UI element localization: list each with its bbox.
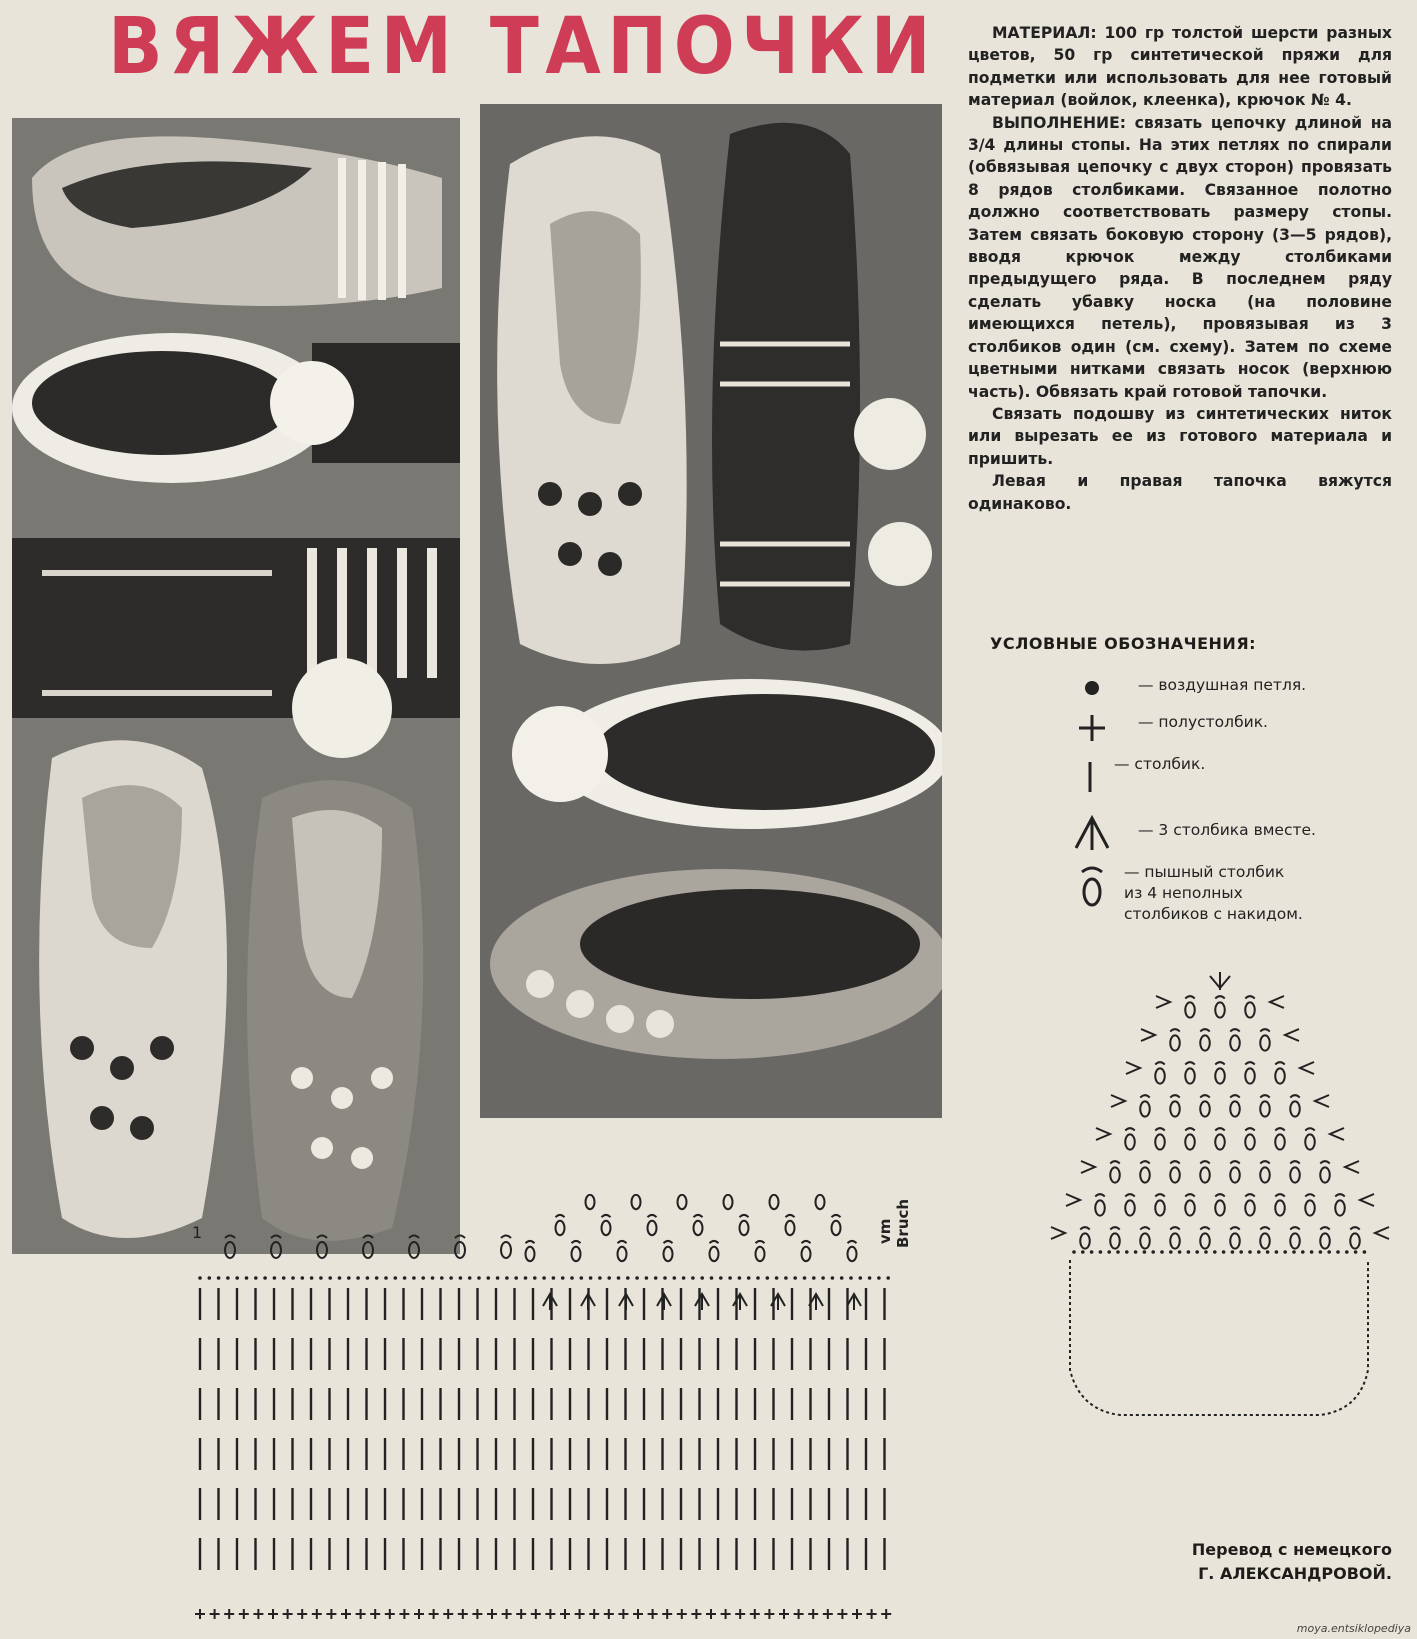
chain-dot xyxy=(1345,1250,1349,1254)
puff-stitch xyxy=(694,1215,703,1235)
legend-text-puff-line3: столбиков с накидом. xyxy=(1124,905,1303,923)
puff-stitch xyxy=(1125,1194,1135,1215)
chain-dot xyxy=(654,1276,658,1280)
single-crochet-plus xyxy=(399,1609,409,1619)
single-crochet-plus xyxy=(195,1609,205,1619)
chain-dot xyxy=(347,1276,351,1280)
chain-dot xyxy=(1336,1250,1340,1254)
single-crochet-plus xyxy=(823,1609,833,1619)
puff-stitch xyxy=(1170,1095,1180,1116)
chain-dot xyxy=(1354,1250,1358,1254)
chain-dot xyxy=(803,1276,807,1280)
puff-stitch xyxy=(832,1215,841,1235)
chain-dot xyxy=(1310,1250,1314,1254)
chain-dot xyxy=(775,1276,779,1280)
chain-dot xyxy=(840,1276,844,1280)
puff-stitch xyxy=(802,1241,811,1261)
single-crochet-plus xyxy=(356,1609,366,1619)
decrease-arrow xyxy=(1375,1227,1389,1239)
chain-dot xyxy=(273,1276,277,1280)
chain-dot xyxy=(645,1276,649,1280)
chain-dot xyxy=(868,1276,872,1280)
chain-dot xyxy=(542,1276,546,1280)
puff-stitch xyxy=(1230,1095,1240,1116)
chain-dot xyxy=(254,1276,258,1280)
chain-dot xyxy=(1292,1250,1296,1254)
single-crochet-plus xyxy=(794,1609,804,1619)
chain-dot xyxy=(328,1276,332,1280)
chain-dot xyxy=(1248,1250,1252,1254)
chain-dot xyxy=(1160,1250,1164,1254)
single-crochet-plus xyxy=(633,1609,643,1619)
puff-stitch xyxy=(1230,1227,1240,1248)
legend-text-double: — столбик. xyxy=(1114,755,1206,773)
single-crochet-plus xyxy=(837,1609,847,1619)
single-crochet-plus xyxy=(458,1609,468,1619)
puff-stitch xyxy=(1185,1194,1195,1215)
three-together-mark xyxy=(619,1294,633,1310)
chain-dot xyxy=(793,1276,797,1280)
chain-dot xyxy=(747,1276,751,1280)
chain-dot xyxy=(384,1276,388,1280)
chain-dot xyxy=(766,1276,770,1280)
chain-dot xyxy=(375,1276,379,1280)
chain-dot xyxy=(421,1276,425,1280)
chain-dot xyxy=(310,1276,314,1280)
puff-stitch xyxy=(1080,1227,1090,1248)
legend-text-chain: — воздушная петля. xyxy=(1138,676,1307,694)
material-paragraph: МАТЕРИАЛ: 100 гр толстой шерсти разных цветов, 50 гр синтетической пряжи для подметки или использовать для нее готовый материал (войлок, клеенка), крючок № 4. xyxy=(968,24,1392,110)
puff-stitch xyxy=(501,1236,511,1259)
single-crochet-plus xyxy=(706,1609,716,1619)
single-crochet-plus xyxy=(341,1609,351,1619)
puff-stitch xyxy=(363,1236,373,1259)
single-crochet-plus xyxy=(253,1609,263,1619)
puff-stitch xyxy=(1110,1227,1120,1248)
puff-stitch xyxy=(1155,1194,1165,1215)
note-paragraph: Левая и правая тапочка вяжутся одинаково. xyxy=(968,472,1392,513)
single-crochet-plus xyxy=(297,1609,307,1619)
chain-dot xyxy=(338,1276,342,1280)
single-crochet-plus xyxy=(560,1609,570,1619)
single-crochet-plus xyxy=(268,1609,278,1619)
chain-dot xyxy=(1151,1250,1155,1254)
chain-dot xyxy=(673,1276,677,1280)
chain-dot xyxy=(617,1276,621,1280)
puff-stitch xyxy=(1260,1161,1270,1182)
three-together-mark xyxy=(847,1294,861,1310)
chain-dot xyxy=(1319,1250,1323,1254)
single-crochet-plus xyxy=(545,1609,555,1619)
puff-stitch xyxy=(1200,1161,1210,1182)
puff-stitch xyxy=(1125,1128,1135,1149)
chain-dot xyxy=(580,1276,584,1280)
chain-dot xyxy=(886,1276,890,1280)
chain-dot xyxy=(412,1276,416,1280)
chain-dot xyxy=(1231,1250,1235,1254)
puff-stitch xyxy=(1275,1062,1285,1083)
instructions-text xyxy=(968,22,1392,515)
row-one-label: 1 xyxy=(192,1223,203,1242)
bruch-label: Bruch xyxy=(894,1198,912,1248)
chain-dot xyxy=(477,1276,481,1280)
puff-stitch xyxy=(1230,1161,1240,1182)
chain-dot xyxy=(1090,1250,1094,1254)
puff-stitch xyxy=(1245,1062,1255,1083)
toe-puff-stitches xyxy=(1080,996,1360,1248)
puff-stitch xyxy=(455,1236,465,1259)
single-crochet-plus xyxy=(867,1609,877,1619)
chain-dot xyxy=(440,1276,444,1280)
toe-chain-row xyxy=(1072,1250,1366,1254)
single-crochet-plus xyxy=(677,1609,687,1619)
slippers-photo-left xyxy=(12,118,460,1254)
puff-stitch xyxy=(724,1194,733,1209)
puff-stitch xyxy=(710,1241,719,1261)
chain-dot xyxy=(1222,1250,1226,1254)
puff-stitch xyxy=(1230,1029,1240,1050)
chain-dot xyxy=(1116,1250,1120,1254)
single-crochet-plus xyxy=(575,1609,585,1619)
chain-dot xyxy=(459,1276,463,1280)
puff-stitch xyxy=(1155,1128,1165,1149)
single-crochet-plus xyxy=(283,1609,293,1619)
puff-stitch xyxy=(586,1194,595,1209)
chain-dot xyxy=(235,1276,239,1280)
single-crochet-plus xyxy=(224,1609,234,1619)
chain-dot xyxy=(245,1276,249,1280)
chain-dot xyxy=(1213,1250,1217,1254)
chain-dot xyxy=(533,1276,537,1280)
single-crochet-plus xyxy=(750,1609,760,1619)
single-crochet-plus xyxy=(648,1609,658,1619)
single-crochet-plus xyxy=(487,1609,497,1619)
sole-paragraph: Связать подошву из синтетических ниток или вырезать ее из готового материала и пришить. xyxy=(968,404,1392,468)
puff-stitch xyxy=(618,1241,627,1261)
single-crochet-plus xyxy=(779,1609,789,1619)
puff-stitch xyxy=(1245,996,1255,1017)
chain-dot xyxy=(282,1276,286,1280)
single-crochet-plus xyxy=(312,1609,322,1619)
chain-dot xyxy=(1275,1250,1279,1254)
single-crochet-plus xyxy=(691,1609,701,1619)
toe-top-arrow xyxy=(1210,972,1230,990)
chain-dot xyxy=(598,1276,602,1280)
chain-dot xyxy=(356,1276,360,1280)
three-together-mark xyxy=(657,1294,671,1310)
legend-heading: УСЛОВНЫЕ ОБОЗНАЧЕНИЯ: xyxy=(990,634,1257,653)
chain-dot xyxy=(877,1276,881,1280)
watermark: moya.entsiklopediya xyxy=(1296,1622,1411,1635)
chain-dot xyxy=(607,1276,611,1280)
puff-stitch-icon xyxy=(1076,862,1108,910)
puff-stitch xyxy=(271,1236,281,1259)
chain-dot xyxy=(1204,1250,1208,1254)
puff-stitch xyxy=(526,1241,535,1261)
page-title: ВЯЖЕМ ТАПОЧКИ xyxy=(108,2,938,92)
single-crochet-plus xyxy=(210,1609,220,1619)
chain-dot xyxy=(635,1276,639,1280)
puff-stitch xyxy=(1185,1062,1195,1083)
puff-stitch xyxy=(1290,1227,1300,1248)
decrease-arrow xyxy=(1126,1062,1140,1074)
chain-dot xyxy=(831,1276,835,1280)
puff-stitch xyxy=(1200,1029,1210,1050)
single-crochet-plus xyxy=(589,1609,599,1619)
chain-dot xyxy=(719,1276,723,1280)
chain-dot xyxy=(1178,1250,1182,1254)
puff-stitches-group xyxy=(225,1194,861,1310)
chain-dot xyxy=(663,1276,667,1280)
chain-dot xyxy=(394,1276,398,1280)
chain-dot xyxy=(301,1276,305,1280)
decrease-arrow xyxy=(1066,1194,1080,1206)
puff-stitch xyxy=(1215,1194,1225,1215)
puff-stitch xyxy=(1245,1194,1255,1215)
chain-dot xyxy=(589,1276,593,1280)
puff-stitch xyxy=(317,1236,327,1259)
chain-dot xyxy=(1134,1250,1138,1254)
puff-stitch xyxy=(816,1194,825,1209)
decrease-arrow xyxy=(1360,1194,1374,1206)
chain-dot xyxy=(700,1276,704,1280)
slippers-photo-right xyxy=(480,104,942,1118)
decrease-arrow xyxy=(1315,1095,1329,1107)
three-together-mark xyxy=(695,1294,709,1310)
single-crochet-plus xyxy=(239,1609,249,1619)
chain-dot xyxy=(812,1276,816,1280)
chain-dot xyxy=(366,1276,370,1280)
single-crochet-plus xyxy=(429,1609,439,1619)
toe-outline xyxy=(1070,1260,1368,1415)
chain-dot xyxy=(738,1276,742,1280)
chain-dot xyxy=(487,1276,491,1280)
single-crochet-plus xyxy=(385,1609,395,1619)
puff-stitch xyxy=(602,1215,611,1235)
puff-stitch xyxy=(1275,1194,1285,1215)
chain-dot xyxy=(1195,1250,1199,1254)
puff-stitch xyxy=(1185,996,1195,1017)
puff-stitch xyxy=(225,1236,235,1259)
single-crochet-plus-icon xyxy=(1076,712,1108,744)
puff-stitch xyxy=(1185,1128,1195,1149)
puff-stitch xyxy=(678,1194,687,1209)
chain-dot xyxy=(449,1276,453,1280)
puff-stitch xyxy=(1140,1161,1150,1182)
chain-dot xyxy=(1072,1250,1076,1254)
single-crochet-plus xyxy=(735,1609,745,1619)
puff-stitch xyxy=(1155,1062,1165,1083)
puff-stitch xyxy=(1140,1095,1150,1116)
double-crochet-rows xyxy=(198,1276,890,1570)
legend-text-puff-line2: из 4 неполных xyxy=(1124,884,1243,902)
puff-stitch xyxy=(572,1241,581,1261)
chain-dot xyxy=(1257,1250,1261,1254)
chain-dot xyxy=(468,1276,472,1280)
chain-dot xyxy=(552,1276,556,1280)
legend-text-puff-line1: — пышный столбик xyxy=(1124,863,1285,881)
chain-dot xyxy=(1187,1250,1191,1254)
decrease-arrow xyxy=(1096,1128,1110,1140)
single-crochet-plus xyxy=(516,1609,526,1619)
legend-text-three: — 3 столбика вместе. xyxy=(1138,821,1316,839)
vm-label: vm xyxy=(876,1218,894,1244)
chain-dot xyxy=(1081,1250,1085,1254)
puff-stitch xyxy=(1095,1194,1105,1215)
puff-stitch xyxy=(1260,1095,1270,1116)
puff-stitch xyxy=(632,1194,641,1209)
chain-dot xyxy=(208,1276,212,1280)
decrease-arrow xyxy=(1345,1161,1359,1173)
decrease-arrow xyxy=(1111,1095,1125,1107)
chain-dot xyxy=(821,1276,825,1280)
single-crochet-plus xyxy=(604,1609,614,1619)
translation-credit xyxy=(1130,1538,1392,1586)
single-crochet-plus xyxy=(764,1609,774,1619)
puff-stitch xyxy=(740,1215,749,1235)
chain-dot xyxy=(682,1276,686,1280)
legend-text-puff xyxy=(1124,862,1303,925)
legend-text-single: — полустолбик. xyxy=(1138,713,1268,731)
single-crochet-plus xyxy=(326,1609,336,1619)
execution-paragraph: ВЫПОЛНЕНИЕ: связать цепочку длиной на 3/4 длины стопы. На этих петлях по спирали (обвязывая цепочку с двух сторон) провязать 8 рядов столбиками. Связанное полотно должно соответствовать размеру стопы. Затем связать боковую сторону (3—5 рядов), вводя крючок между столбиками предыдущего ряда. В последнем ряду сделать убавку носка (на половине имеющихся петель), провязывая из 3 столбиков один (см. схему). Затем по схеме цветными нитками связать носок (верхнюю часть). Обвязать край готовой тапочки. xyxy=(968,113,1392,401)
puff-stitch xyxy=(1140,1227,1150,1248)
chain-dot xyxy=(756,1276,760,1280)
three-together-icon xyxy=(1072,812,1112,852)
chain-dot xyxy=(1283,1250,1287,1254)
chain-dot xyxy=(198,1276,202,1280)
single-crochet-plus xyxy=(618,1609,628,1619)
puff-stitch xyxy=(770,1194,779,1209)
chain-dot xyxy=(263,1276,267,1280)
puff-stitch xyxy=(1335,1194,1345,1215)
puff-stitch xyxy=(1170,1161,1180,1182)
decrease-arrow xyxy=(1270,996,1284,1008)
chain-dot xyxy=(505,1276,509,1280)
puff-stitch xyxy=(1200,1227,1210,1248)
chain-dot xyxy=(431,1276,435,1280)
puff-stitch xyxy=(1200,1095,1210,1116)
crochet-chart-sole xyxy=(190,1194,930,1626)
puff-stitch xyxy=(1290,1161,1300,1182)
chain-dot xyxy=(496,1276,500,1280)
puff-stitch xyxy=(664,1241,673,1261)
puff-stitch xyxy=(1215,1128,1225,1149)
puff-stitch xyxy=(848,1241,857,1261)
chain-dot xyxy=(524,1276,528,1280)
puff-stitch xyxy=(786,1215,795,1235)
chain-dot xyxy=(226,1276,230,1280)
puff-stitch xyxy=(1320,1227,1330,1248)
single-crochet-plus xyxy=(881,1609,891,1619)
chain-dot xyxy=(859,1276,863,1280)
puff-stitch xyxy=(648,1215,657,1235)
three-together-mark xyxy=(543,1294,557,1310)
puff-stitch xyxy=(1320,1161,1330,1182)
decrease-arrow xyxy=(1285,1029,1299,1041)
single-crochet-plus xyxy=(808,1609,818,1619)
chain-dot xyxy=(291,1276,295,1280)
puff-stitch xyxy=(1305,1194,1315,1215)
single-crochet-plus xyxy=(721,1609,731,1619)
chain-dot xyxy=(403,1276,407,1280)
decrease-arrow xyxy=(1051,1227,1065,1239)
decrease-arrow xyxy=(1330,1128,1344,1140)
single-crochet-plus xyxy=(852,1609,862,1619)
chain-dot xyxy=(217,1276,221,1280)
puff-stitch xyxy=(409,1236,419,1259)
single-crochet-plus xyxy=(502,1609,512,1619)
chain-dot xyxy=(1327,1250,1331,1254)
chain-dot xyxy=(319,1276,323,1280)
double-crochet-bar-icon xyxy=(1078,756,1102,796)
single-crochet-plus xyxy=(531,1609,541,1619)
puff-stitch xyxy=(1215,996,1225,1017)
chain-dot xyxy=(1099,1250,1103,1254)
single-crochet-plus xyxy=(370,1609,380,1619)
puff-stitch xyxy=(1215,1062,1225,1083)
chain-stitch-dot-icon xyxy=(1080,676,1104,700)
puff-stitch xyxy=(1260,1227,1270,1248)
chain-dot xyxy=(570,1276,574,1280)
puff-stitch xyxy=(1245,1128,1255,1149)
crochet-chart-toe xyxy=(1050,970,1390,1430)
puff-stitch xyxy=(1305,1128,1315,1149)
chain-dot xyxy=(1363,1250,1367,1254)
puff-stitch xyxy=(1275,1128,1285,1149)
chain-dot xyxy=(1169,1250,1173,1254)
chain-dot xyxy=(514,1276,518,1280)
puff-stitch xyxy=(1110,1161,1120,1182)
decrease-arrow xyxy=(1141,1029,1155,1041)
toe-decrease-marks xyxy=(1051,972,1389,1239)
credit-line1: Перевод с немецкого xyxy=(1191,1540,1392,1559)
chain-dot xyxy=(691,1276,695,1280)
credit-line2: Г. АЛЕКСАНДРОВОЙ. xyxy=(1198,1564,1392,1583)
chain-dot xyxy=(1125,1250,1129,1254)
chain-dot xyxy=(784,1276,788,1280)
puff-stitch xyxy=(1290,1095,1300,1116)
chain-dot xyxy=(1239,1250,1243,1254)
puff-stitch xyxy=(1170,1227,1180,1248)
chain-dot xyxy=(1107,1250,1111,1254)
chain-dot xyxy=(561,1276,565,1280)
chain-dot xyxy=(849,1276,853,1280)
chain-dot xyxy=(1301,1250,1305,1254)
puff-stitch xyxy=(556,1215,565,1235)
decrease-arrow xyxy=(1300,1062,1314,1074)
decrease-arrow xyxy=(1156,996,1170,1008)
three-together-mark xyxy=(581,1294,595,1310)
single-crochet-base-row xyxy=(195,1609,891,1619)
chain-dot xyxy=(710,1276,714,1280)
puff-stitch xyxy=(1260,1029,1270,1050)
puff-stitch xyxy=(1350,1227,1360,1248)
single-crochet-plus xyxy=(472,1609,482,1619)
puff-stitch xyxy=(1170,1029,1180,1050)
single-crochet-plus xyxy=(443,1609,453,1619)
chain-dot xyxy=(1266,1250,1270,1254)
three-together-mark xyxy=(733,1294,747,1310)
single-crochet-plus xyxy=(414,1609,424,1619)
chain-dot xyxy=(728,1276,732,1280)
chain-dot xyxy=(626,1276,630,1280)
decrease-arrow xyxy=(1081,1161,1095,1173)
chain-dot xyxy=(1143,1250,1147,1254)
single-crochet-plus xyxy=(662,1609,672,1619)
puff-stitch xyxy=(756,1241,765,1261)
